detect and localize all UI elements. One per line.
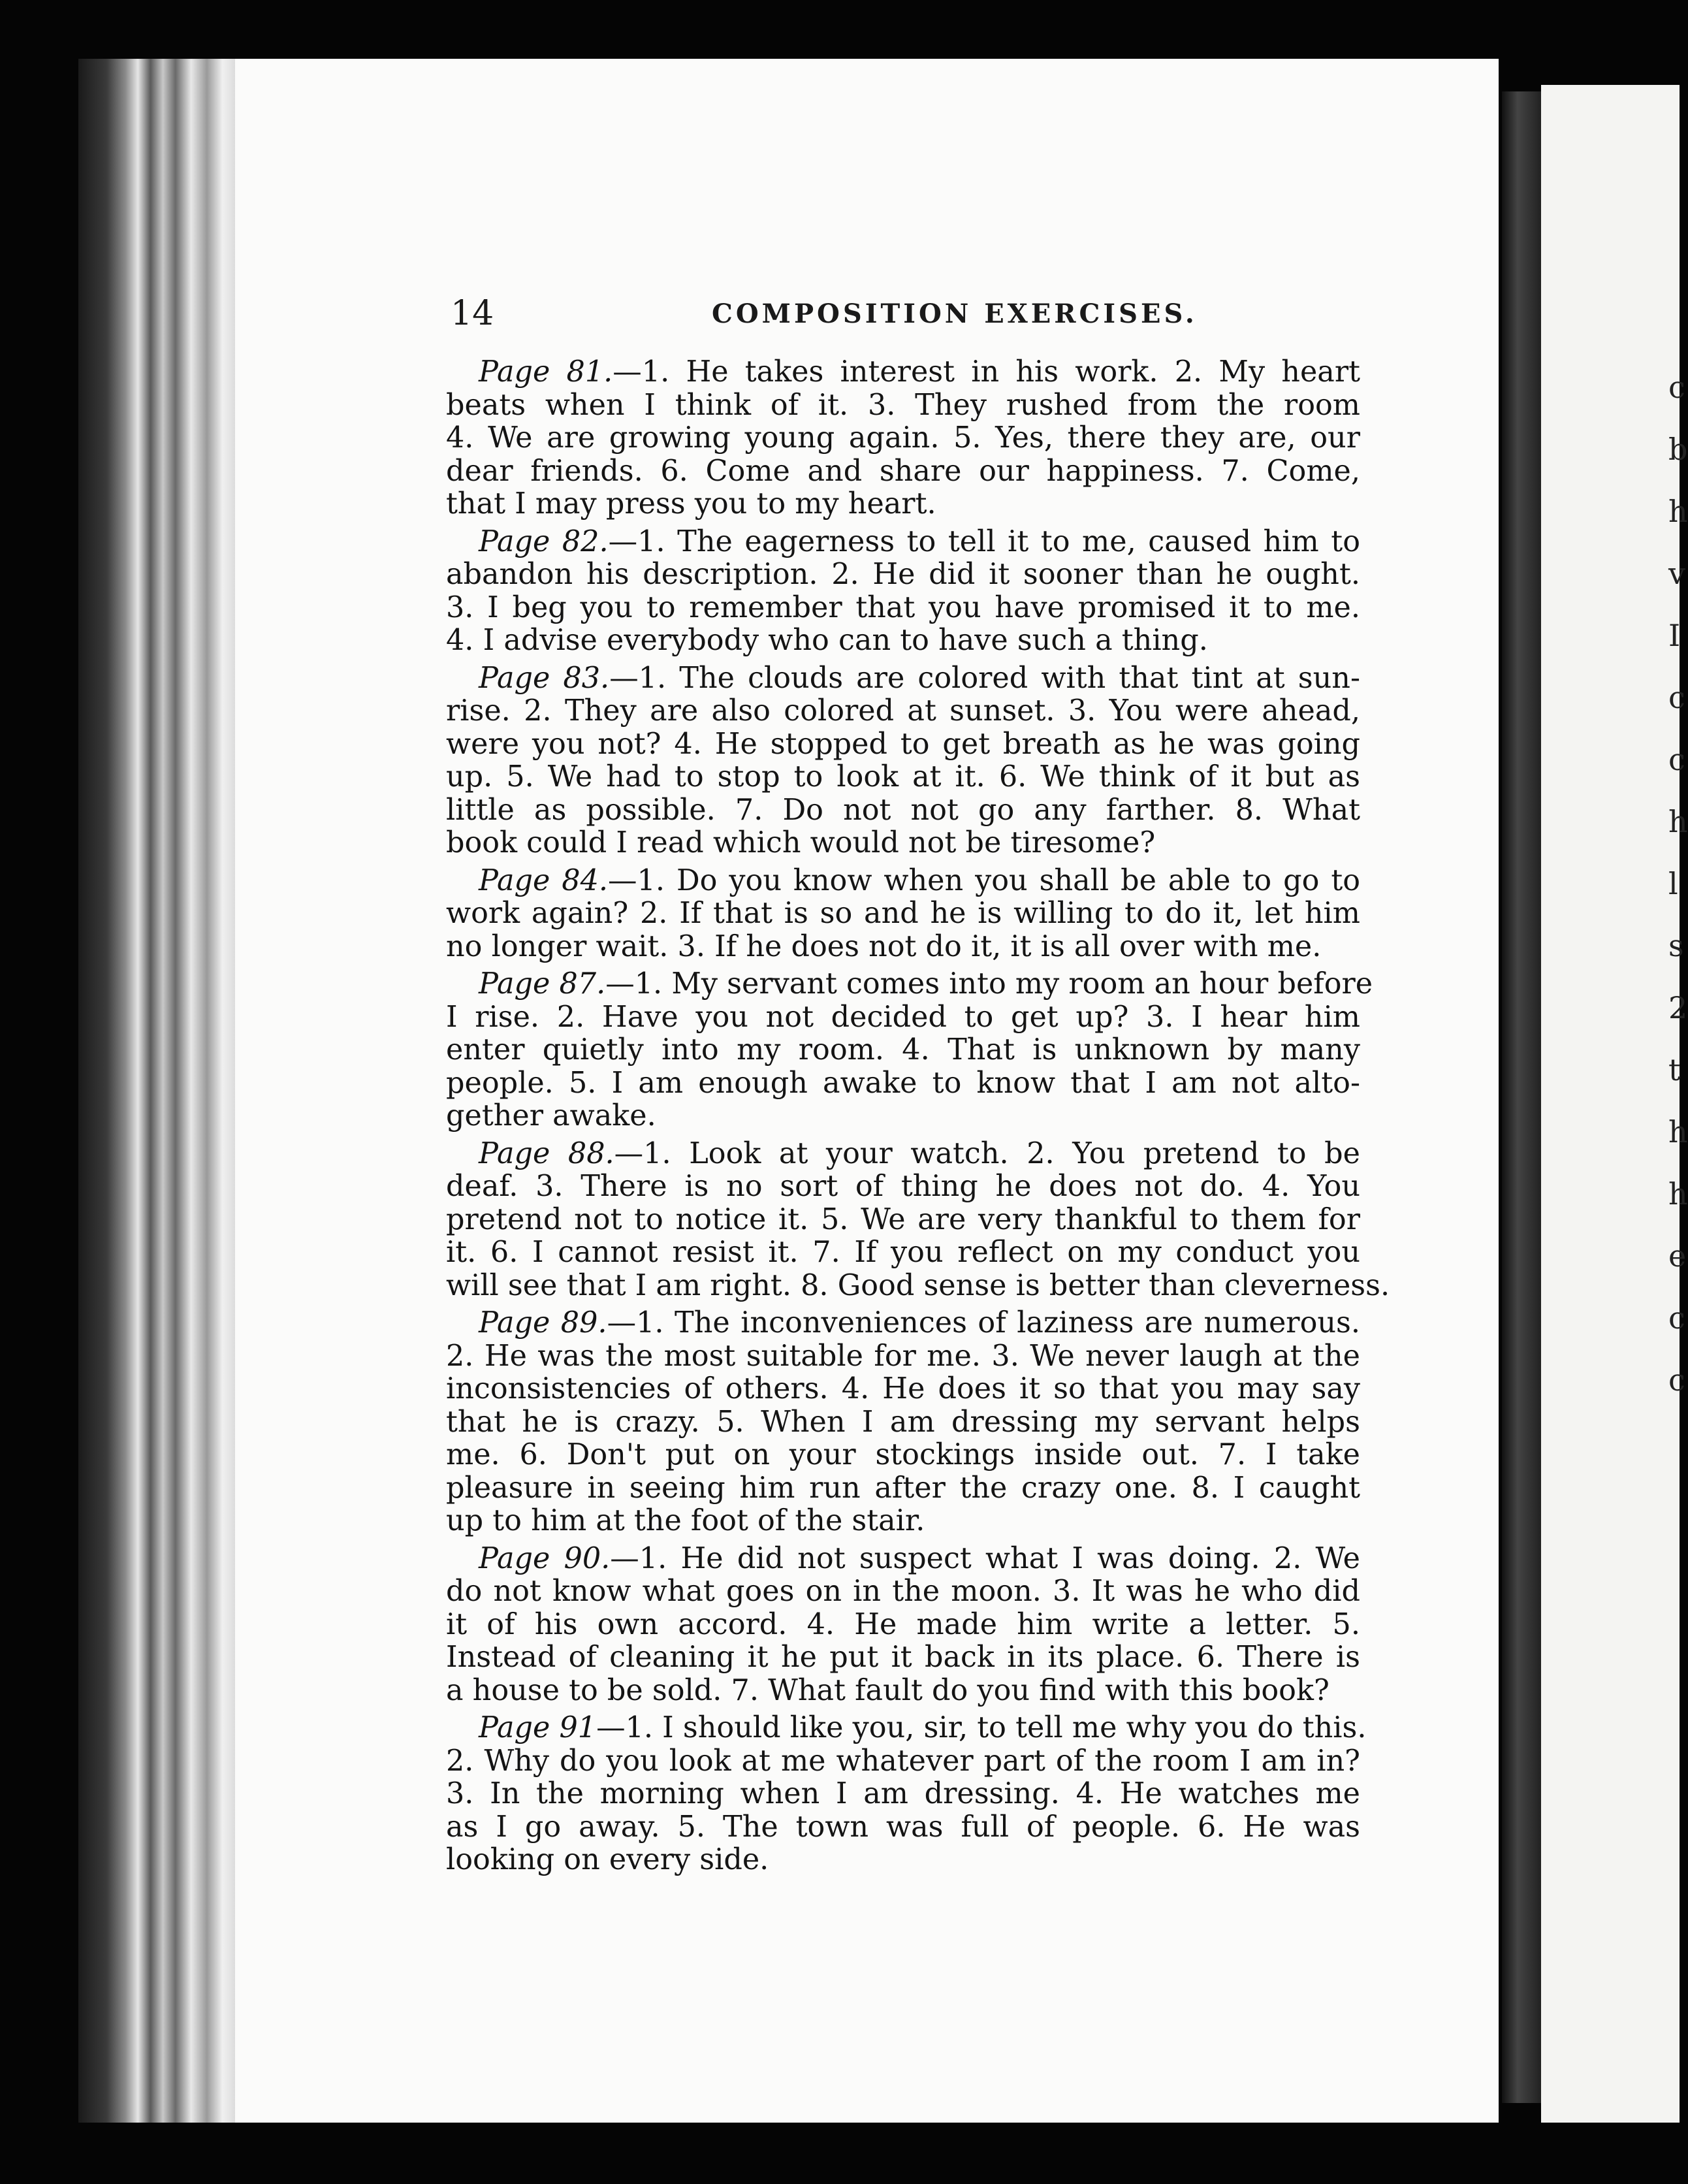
next-page-char: t — [1668, 1052, 1681, 1087]
next-page-char: 2 — [1668, 990, 1688, 1025]
line-text: looking on every side. — [446, 1843, 769, 1876]
text-line — [446, 1373, 1360, 1406]
exercise-entry — [446, 356, 1360, 521]
text-line — [446, 695, 1360, 728]
text-line — [446, 1067, 1360, 1100]
exercise-entry — [446, 1543, 1360, 1708]
exercise-entry — [446, 526, 1360, 658]
line-text: Instead of cleaning it he put it back in its place. 6. There is — [446, 1641, 1360, 1674]
text-line — [446, 1268, 1390, 1303]
line-text: —1. The clouds are colored with that tint at sun- — [609, 661, 1360, 695]
next-page-char: h — [1668, 494, 1688, 529]
next-page-edge — [1541, 85, 1688, 2123]
line-text: —1. Do you know when you shall be able to go to — [608, 863, 1360, 897]
page-reference: Page 88. — [479, 1136, 614, 1170]
line-text: rise. 2. They are also colored at sunset. 3. You were ahead, — [446, 694, 1360, 728]
line-text: people. 5. I am enough awake to know that I am not alto- — [446, 1066, 1360, 1100]
line-text: will see that I am right. 8. Good sense is better than cleverness. — [446, 1268, 1390, 1302]
text-line — [446, 865, 1360, 898]
next-page-char: h — [1668, 1176, 1688, 1212]
line-text: up to him at the foot of the stair. — [446, 1504, 925, 1537]
text-line — [446, 1138, 1360, 1171]
text-line — [446, 1307, 1360, 1340]
line-text: deaf. 3. There is no sort of thing he does not do. 4. You — [446, 1170, 1360, 1203]
exercise-entry — [446, 662, 1360, 860]
line-text: do not know what goes on in the moon. 3. It was he who did — [446, 1575, 1360, 1608]
line-text: —1. He takes interest in his work. 2. My heart — [613, 355, 1360, 389]
next-page-char: e — [1668, 1238, 1687, 1274]
line-text: 3. I beg you to remember that you have promised it to me. — [446, 590, 1360, 624]
text-line — [446, 1472, 1360, 1505]
text-line — [446, 1641, 1360, 1675]
running-head: COMPOSITION EXERCISES. — [712, 298, 1198, 329]
text-line — [446, 488, 1360, 521]
next-page-char: I — [1668, 618, 1681, 653]
next-page-char: s — [1668, 928, 1684, 963]
line-text: 2. He was the most suitable for me. 3. We never laugh at the — [446, 1339, 1360, 1373]
line-text: work again? 2. If that is so and he is willing to do it, let him — [446, 897, 1360, 930]
line-text: were you not? 4. He stopped to get breath as he was going — [446, 727, 1360, 761]
page-reference: Page 87. — [479, 967, 606, 1001]
text-line — [446, 526, 1360, 559]
line-text: no longer wait. 3. If he does not do it, it is all over with me. — [446, 929, 1322, 963]
text-line — [446, 1711, 1367, 1745]
text-line — [446, 558, 1360, 592]
next-page-char: h — [1668, 804, 1688, 839]
line-text: a house to be sold. 7. What fault do you find with this book? — [446, 1673, 1330, 1707]
text-line — [446, 1675, 1360, 1708]
line-text: that he is crazy. 5. When I am dressing my servant helps — [446, 1405, 1360, 1439]
text-line — [446, 1170, 1360, 1204]
exercise-entry — [446, 1136, 1390, 1303]
text-line — [446, 389, 1360, 423]
next-page-char: b — [1668, 432, 1688, 467]
next-page-char: v — [1668, 556, 1685, 591]
line-text: 2. Why do you look at me whatever part of the room I am in? — [446, 1744, 1360, 1778]
line-text: it. 6. I cannot resist it. 7. If you reflect on my conduct you — [446, 1236, 1360, 1269]
line-text: up. 5. We had to stop to look at it. 6. We think of it but as — [446, 760, 1360, 794]
text-line — [446, 1609, 1360, 1642]
text-line — [446, 624, 1360, 658]
line-text: —1. My servant comes into my room an hour before — [605, 967, 1373, 1001]
next-page-char: c — [1668, 742, 1685, 777]
line-text: —1. I should like you, sir, to tell me why you do this. — [596, 1711, 1367, 1744]
next-page-char: c — [1668, 1362, 1685, 1398]
text-line — [446, 794, 1360, 827]
line-text: —1. The inconveniences of laziness are numerous. — [607, 1306, 1360, 1340]
next-page-char: c — [1668, 370, 1685, 405]
text-line — [446, 592, 1360, 625]
text-line — [446, 1543, 1360, 1576]
line-text: pleasure in seeing him run after the crazy one. 8. I caught — [446, 1471, 1360, 1505]
page-number: 14 — [451, 294, 494, 333]
line-text: me. 6. Don't put on your stockings inside out. 7. I take — [446, 1438, 1360, 1471]
line-text: enter quietly into my room. 4. That is unknown by many — [446, 1033, 1360, 1067]
line-text: 4. We are growing young again. 5. Yes, there they are, our — [446, 421, 1360, 455]
text-line — [446, 1844, 1360, 1877]
book-gutter — [1502, 91, 1541, 2103]
text-line — [446, 1575, 1360, 1609]
line-text: gether awake. — [446, 1099, 656, 1132]
page-reference: Page 84. — [479, 863, 609, 897]
text-line — [446, 1811, 1360, 1844]
line-text: inconsistencies of others. 4. He does it so that you may say — [446, 1372, 1360, 1405]
next-page-char: l — [1668, 866, 1678, 901]
line-text: abandon his description. 2. He did it sooner than he ought. — [446, 558, 1360, 591]
line-text: as I go away. 5. The town was full of people. 6. He was — [446, 1810, 1360, 1844]
text-line — [446, 1100, 1360, 1133]
text-line — [446, 1236, 1360, 1270]
next-page-char: h — [1668, 1114, 1688, 1149]
page-reference: Page 91 — [479, 1711, 597, 1744]
text-line — [446, 931, 1360, 964]
page-reference: Page 83. — [479, 661, 610, 695]
line-text: —1. The eagerness to tell it to me, caused him to — [608, 524, 1360, 558]
text-line — [446, 1406, 1360, 1439]
page-reference: Page 89. — [479, 1306, 607, 1340]
exercise-entry — [446, 865, 1360, 964]
exercise-entry — [446, 1711, 1367, 1877]
line-text: —1. He did not suspect what I was doing. 2. We — [610, 1541, 1361, 1575]
line-text: 3. In the morning when I am dressing. 4. He watches me — [446, 1777, 1360, 1810]
line-text: book could I read which would not be tiresome? — [446, 826, 1156, 859]
text-line — [446, 1778, 1360, 1811]
line-text: —1. Look at your watch. 2. You pretend to be — [614, 1136, 1360, 1170]
exercise-text — [446, 355, 1390, 1882]
text-line — [446, 761, 1360, 794]
page-reference: Page 81. — [479, 355, 613, 389]
text-line — [446, 422, 1360, 455]
line-text: I rise. 2. Have you not decided to get up? 3. I hear him — [446, 1000, 1360, 1034]
text-line — [446, 356, 1360, 389]
line-text: it of his own accord. 4. He made him write a letter. 5. — [446, 1607, 1360, 1641]
line-text: 4. I advise everybody who can to have such a thing. — [446, 624, 1208, 657]
text-line — [446, 827, 1360, 860]
text-line — [446, 1001, 1360, 1035]
next-page-char: c — [1668, 680, 1685, 715]
exercise-entry — [446, 967, 1373, 1133]
text-line — [446, 455, 1360, 489]
page-reference: Page 82. — [479, 524, 609, 558]
text-line — [446, 728, 1360, 762]
line-text: pretend not to notice it. 5. We are very thankful to them for — [446, 1202, 1360, 1236]
text-line — [446, 1340, 1360, 1373]
text-line — [446, 967, 1373, 1001]
line-text: dear friends. 6. Come and share our happiness. 7. Come, — [446, 454, 1360, 488]
line-text: beats when I think of it. 3. They rushed from the room — [446, 388, 1360, 422]
text-line — [446, 662, 1360, 696]
text-line — [446, 1204, 1360, 1237]
line-text: little as possible. 7. Do not not go any farther. 8. What — [446, 793, 1360, 827]
text-line — [446, 1439, 1360, 1472]
book-page-edges — [78, 59, 235, 2123]
exercise-entry — [446, 1307, 1360, 1538]
text-line — [446, 1034, 1360, 1067]
text-line — [446, 1505, 1360, 1538]
text-line — [446, 897, 1360, 931]
page-header — [451, 294, 1365, 340]
next-page-char: c — [1668, 1300, 1685, 1336]
line-text: that I may press you to my heart. — [446, 487, 936, 521]
page-reference: Page 90. — [479, 1541, 611, 1575]
text-line — [446, 1745, 1360, 1778]
